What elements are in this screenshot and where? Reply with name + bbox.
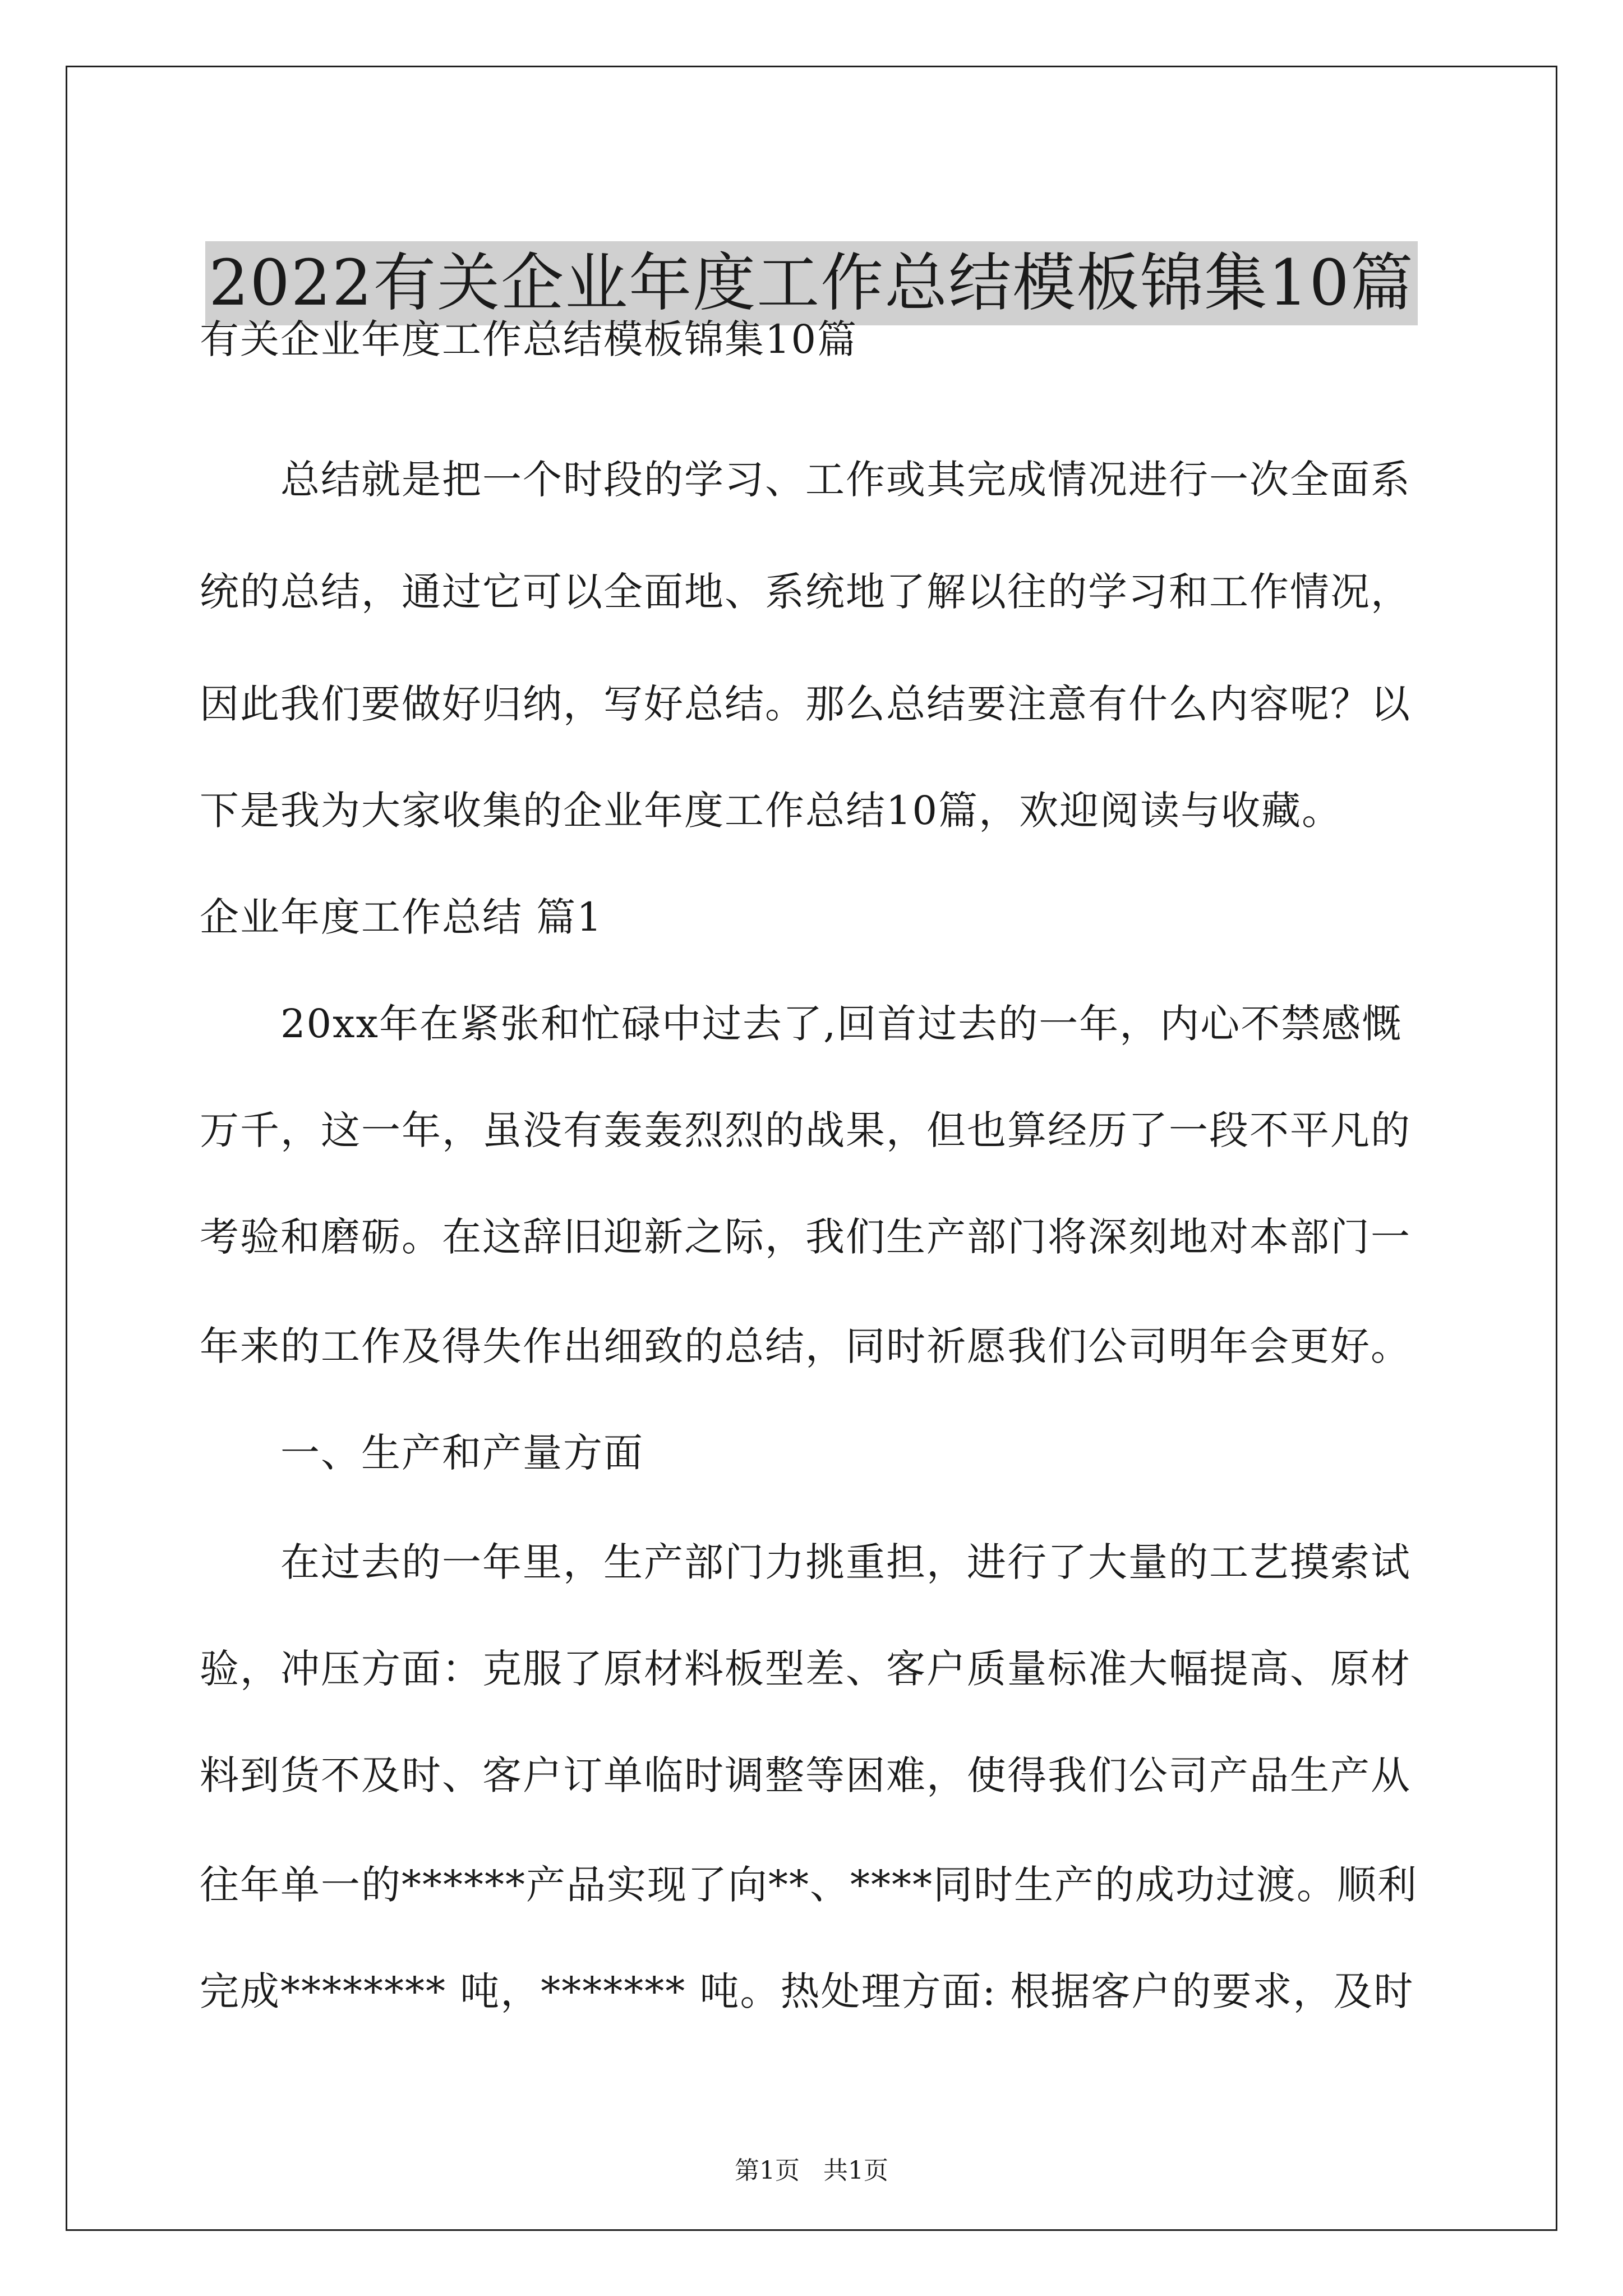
paragraph-line: 年来的工作及得失作出细致的总结，同时祈愿我们公司明年会更好。 — [200, 1323, 1411, 1369]
paragraph-line: 往年单一的******产品实现了向**、****同时生产的成功过渡。顺利 — [200, 1862, 1418, 1908]
paragraph-line: 验，冲压方面：克服了原材料板型差、客户质量标准大幅提高、原材 — [200, 1646, 1411, 1692]
paragraph-line: 因此我们要做好归纳，写好总结。那么总结要注意有什么内容呢？以 — [200, 681, 1411, 727]
page-footer: 第1页 共1页 — [735, 2156, 888, 2185]
paragraph-line: 下是我为大家收集的企业年度工作总结10篇，欢迎阅读与收藏。 — [200, 788, 1343, 834]
paragraph-line: 考验和磨砺。在这辞旧迎新之际，我们生产部门将深刻地对本部门一 — [200, 1214, 1411, 1260]
subtitle-line: 有关企业年度工作总结模板锦集10篇 — [200, 316, 858, 362]
paragraph-line: 统的总结，通过它可以全面地、系统地了解以往的学习和工作情况， — [200, 569, 1411, 615]
paragraph-line: 20xx年在紧张和忙碌中过去了,回首过去的一年，内心不禁感慨 — [280, 1001, 1403, 1047]
section-heading: 企业年度工作总结 篇1 — [200, 894, 603, 940]
paragraph-line: 万千，这一年，虽没有轰轰烈烈的战果，但也算经历了一段不平凡的 — [200, 1107, 1411, 1153]
paragraph-line: 料到货不及时、客户订单临时调整等困难，使得我们公司产品生产从 — [200, 1752, 1411, 1798]
subsection-heading: 一、生产和产量方面 — [280, 1430, 644, 1476]
paragraph-line: 在过去的一年里，生产部门力挑重担，进行了大量的工艺摸索试 — [280, 1539, 1411, 1585]
paragraph-line: 总结就是把一个时段的学习、工作或其完成情况进行一次全面系 — [280, 457, 1411, 503]
paragraph-line: 完成******** 吨，******* 吨。热处理方面: 根据客户的要求，及时 — [200, 1968, 1414, 2014]
document-title: 2022有关企业年度工作总结模板锦集10篇 — [205, 241, 1418, 325]
